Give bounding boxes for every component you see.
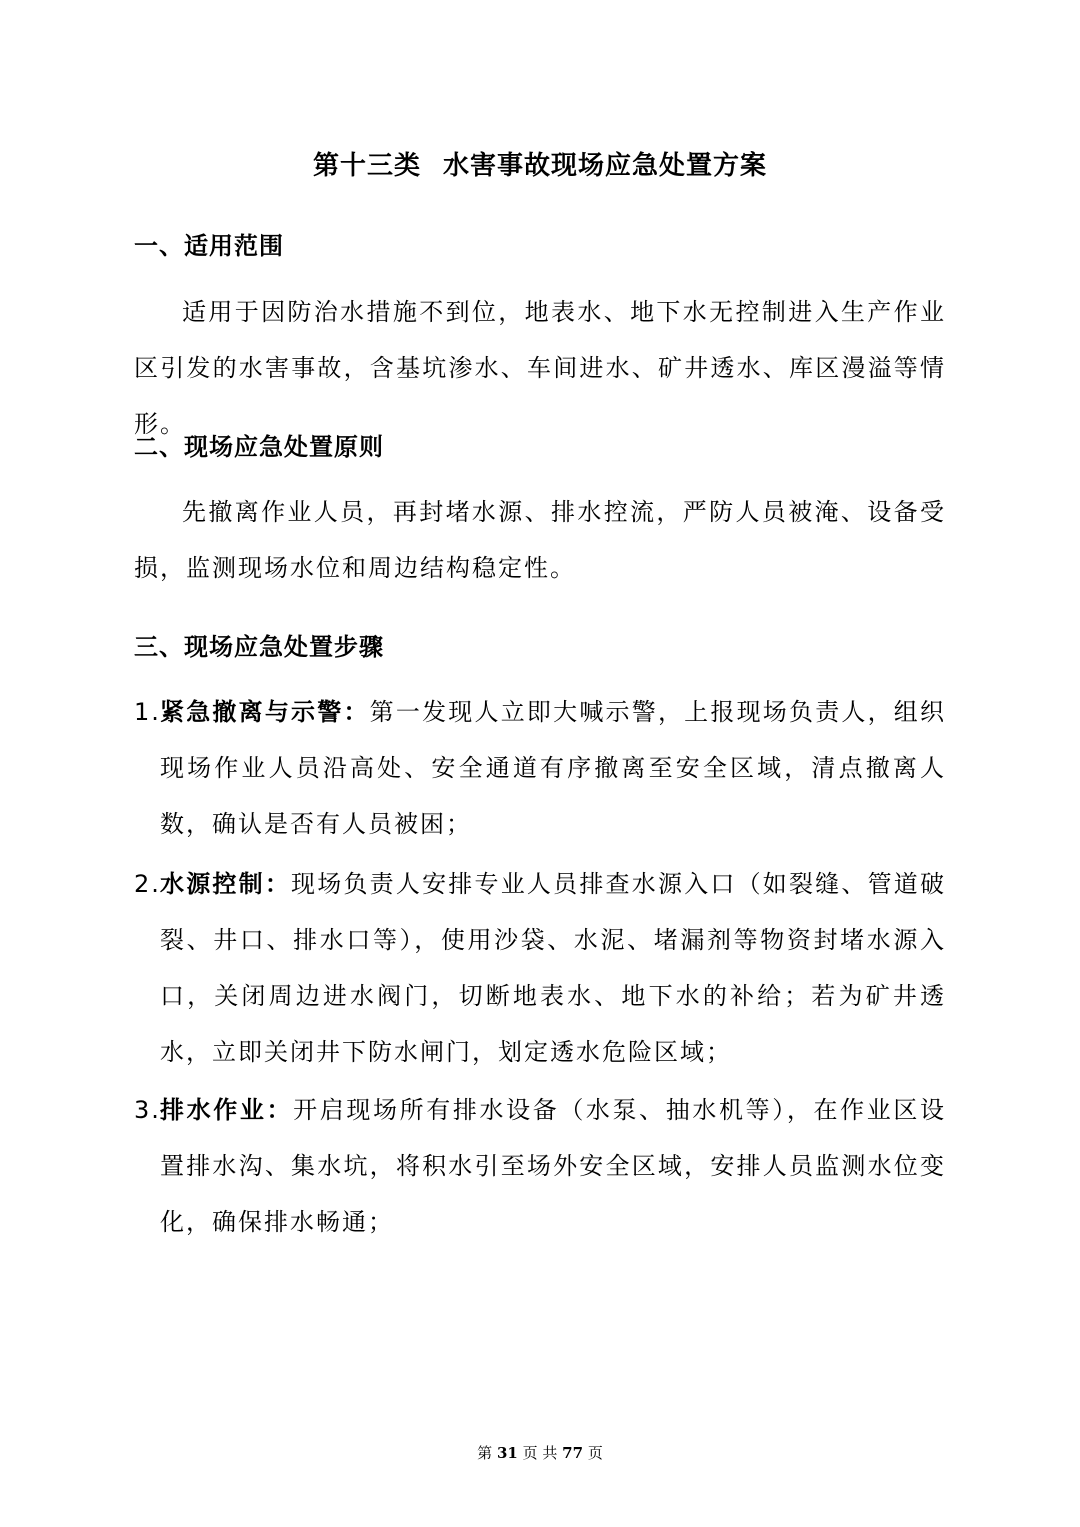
section-heading-steps: 三、现场应急处置步骤 <box>134 632 384 661</box>
title-text: 水害事故现场应急处置方案 <box>443 151 768 181</box>
title-category: 第十三类 <box>312 151 421 181</box>
step-text: 现场负责人安排专业人员排查水源入口（如裂缝、管道破裂、井口、排水口等），使用沙袋、水泥、堵漏剂等物资封堵水源入口，关闭周边进水阀门，切断地表水、地下水的补给；若为矿井透水，立即关闭井下防水闸门，划定透水危险区域； <box>160 870 947 1066</box>
step-colon: ： <box>343 697 370 726</box>
step-number: 2. <box>134 870 161 898</box>
step-text: 开启现场所有排水设备（水泵、抽水机等），在作业区设置排水沟、集水坑，将积水引至场外安全区域，安排人员监测水位变化，确保排水畅通； <box>160 1096 947 1236</box>
step-item-2 <box>134 856 946 1080</box>
page-footer <box>0 1442 1080 1464</box>
step-number: 1. <box>134 698 161 726</box>
step-item-1 <box>134 684 946 852</box>
footer-middle: 页 共 <box>522 1444 558 1462</box>
step-colon: ： <box>264 869 292 898</box>
footer-prefix: 第 <box>477 1444 493 1462</box>
footer-total-pages: 77 <box>562 1444 584 1462</box>
section-text-scope: 适用于因防治水措施不到位，地表水、地下水无控制进入生产作业区引发的水害事故，含基坑渗水、车间进水、矿井透水、库区漫溢等情形。 <box>134 298 946 438</box>
document-title <box>0 146 1080 186</box>
step-label: 排水作业 <box>160 1095 267 1124</box>
step-item-3 <box>134 1082 946 1250</box>
step-colon: ： <box>266 1095 294 1124</box>
section-text-principles: 先撤离作业人员，再封堵水源、排水控流，严防人员被淹、设备受损，监测现场水位和周边结构稳定性。 <box>134 498 946 582</box>
footer-current-page: 31 <box>496 1444 518 1462</box>
section-heading-principles: 二、现场应急处置原则 <box>134 432 384 461</box>
step-label: 紧急撤离与示警 <box>160 697 344 726</box>
step-text: 第一发现人立即大喊示警，上报现场负责人，组织现场作业人员沿高处、安全通道有序撤离至安全区域，清点撤离人数，确认是否有人员被困； <box>160 698 947 838</box>
step-label: 水源控制 <box>160 869 265 898</box>
footer-suffix: 页 <box>587 1444 603 1462</box>
section-heading-scope: 一、适用范围 <box>134 231 284 260</box>
step-number: 3. <box>134 1096 161 1124</box>
